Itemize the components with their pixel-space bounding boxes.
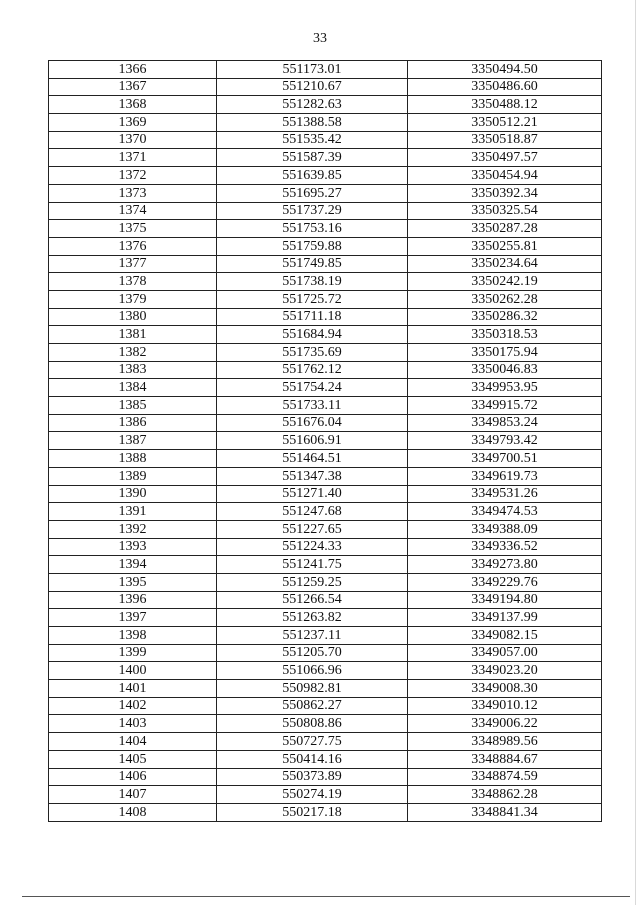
point-number-cell: 1383: [49, 361, 217, 379]
point-number-cell: 1385: [49, 397, 217, 415]
y-coordinate-cell: 3350262.28: [408, 290, 602, 308]
table-row: [49, 78, 602, 96]
x-coordinate-cell: 551735.69: [217, 344, 408, 362]
point-number-cell: 1394: [49, 556, 217, 574]
x-coordinate-cell: 550217.18: [217, 803, 408, 821]
y-coordinate-cell: 3350512.21: [408, 114, 602, 132]
x-coordinate-cell: 551738.19: [217, 273, 408, 291]
point-number-cell: 1402: [49, 697, 217, 715]
x-coordinate-cell: 551711.18: [217, 308, 408, 326]
point-number-cell: 1398: [49, 627, 217, 645]
point-number-cell: 1399: [49, 644, 217, 662]
y-coordinate-cell: 3349273.80: [408, 556, 602, 574]
point-number-cell: 1368: [49, 96, 217, 114]
point-number-cell: 1406: [49, 768, 217, 786]
table-row: [49, 255, 602, 273]
table-row: [49, 414, 602, 432]
point-number-cell: 1387: [49, 432, 217, 450]
y-coordinate-cell: 3349023.20: [408, 662, 602, 680]
table-row: [49, 61, 602, 79]
y-coordinate-cell: 3350494.50: [408, 61, 602, 79]
y-coordinate-cell: 3350392.34: [408, 184, 602, 202]
point-number-cell: 1373: [49, 184, 217, 202]
y-coordinate-cell: 3349953.95: [408, 379, 602, 397]
table-row: [49, 361, 602, 379]
table-row: [49, 432, 602, 450]
y-coordinate-cell: 3350318.53: [408, 326, 602, 344]
x-coordinate-cell: 551759.88: [217, 237, 408, 255]
table-row: [49, 733, 602, 751]
x-coordinate-cell: 551606.91: [217, 432, 408, 450]
y-coordinate-cell: 3349194.80: [408, 591, 602, 609]
y-coordinate-cell: 3350255.81: [408, 237, 602, 255]
table-row: [49, 237, 602, 255]
coordinates-table: [48, 60, 602, 822]
table-row: [49, 715, 602, 733]
point-number-cell: 1370: [49, 131, 217, 149]
y-coordinate-cell: 3349793.42: [408, 432, 602, 450]
point-number-cell: 1393: [49, 538, 217, 556]
table-row: [49, 556, 602, 574]
table-row: [49, 662, 602, 680]
point-number-cell: 1391: [49, 503, 217, 521]
table-row: [49, 326, 602, 344]
x-coordinate-cell: 551237.11: [217, 627, 408, 645]
y-coordinate-cell: 3350488.12: [408, 96, 602, 114]
table-row: [49, 644, 602, 662]
point-number-cell: 1386: [49, 414, 217, 432]
point-number-cell: 1384: [49, 379, 217, 397]
y-coordinate-cell: 3349531.26: [408, 485, 602, 503]
point-number-cell: 1376: [49, 237, 217, 255]
y-coordinate-cell: 3348841.34: [408, 803, 602, 821]
x-coordinate-cell: 551282.63: [217, 96, 408, 114]
y-coordinate-cell: 3350175.94: [408, 344, 602, 362]
x-coordinate-cell: 550727.75: [217, 733, 408, 751]
table-row: [49, 591, 602, 609]
page-edge-line: [635, 0, 636, 905]
table-row: [49, 573, 602, 591]
y-coordinate-cell: 3348989.56: [408, 733, 602, 751]
y-coordinate-cell: 3348884.67: [408, 750, 602, 768]
table-row: [49, 397, 602, 415]
y-coordinate-cell: 3350518.87: [408, 131, 602, 149]
page-number: 33: [313, 31, 327, 46]
point-number-cell: 1389: [49, 467, 217, 485]
point-number-cell: 1382: [49, 344, 217, 362]
x-coordinate-cell: 551227.65: [217, 520, 408, 538]
point-number-cell: 1390: [49, 485, 217, 503]
x-coordinate-cell: 551263.82: [217, 609, 408, 627]
x-coordinate-cell: 551241.75: [217, 556, 408, 574]
y-coordinate-cell: 3350242.19: [408, 273, 602, 291]
x-coordinate-cell: 551762.12: [217, 361, 408, 379]
table-row: [49, 768, 602, 786]
table-row: [49, 131, 602, 149]
y-coordinate-cell: 3349229.76: [408, 573, 602, 591]
x-coordinate-cell: 551259.25: [217, 573, 408, 591]
point-number-cell: 1379: [49, 290, 217, 308]
point-number-cell: 1366: [49, 61, 217, 79]
y-coordinate-cell: 3349700.51: [408, 450, 602, 468]
x-coordinate-cell: 551271.40: [217, 485, 408, 503]
y-coordinate-cell: 3349137.99: [408, 609, 602, 627]
x-coordinate-cell: 551684.94: [217, 326, 408, 344]
x-coordinate-cell: 551210.67: [217, 78, 408, 96]
table-row: [49, 503, 602, 521]
table-row: [49, 290, 602, 308]
x-coordinate-cell: 551733.11: [217, 397, 408, 415]
y-coordinate-cell: 3348862.28: [408, 786, 602, 804]
x-coordinate-cell: 550808.86: [217, 715, 408, 733]
point-number-cell: 1372: [49, 167, 217, 185]
table-row: [49, 308, 602, 326]
x-coordinate-cell: 551535.42: [217, 131, 408, 149]
x-coordinate-cell: 551464.51: [217, 450, 408, 468]
point-number-cell: 1381: [49, 326, 217, 344]
table-row: [49, 750, 602, 768]
point-number-cell: 1369: [49, 114, 217, 132]
x-coordinate-cell: 550373.89: [217, 768, 408, 786]
x-coordinate-cell: 551205.70: [217, 644, 408, 662]
y-coordinate-cell: 3349336.52: [408, 538, 602, 556]
point-number-cell: 1371: [49, 149, 217, 167]
table-row: [49, 697, 602, 715]
table-row: [49, 786, 602, 804]
table-row: [49, 273, 602, 291]
table-row: [49, 114, 602, 132]
point-number-cell: 1395: [49, 573, 217, 591]
point-number-cell: 1375: [49, 220, 217, 238]
table-row: [49, 344, 602, 362]
x-coordinate-cell: 551676.04: [217, 414, 408, 432]
y-coordinate-cell: 3349082.15: [408, 627, 602, 645]
point-number-cell: 1397: [49, 609, 217, 627]
y-coordinate-cell: 3349619.73: [408, 467, 602, 485]
y-coordinate-cell: 3350287.28: [408, 220, 602, 238]
x-coordinate-cell: 551066.96: [217, 662, 408, 680]
x-coordinate-cell: 551695.27: [217, 184, 408, 202]
point-number-cell: 1377: [49, 255, 217, 273]
table-row: [49, 627, 602, 645]
y-coordinate-cell: 3350486.60: [408, 78, 602, 96]
point-number-cell: 1367: [49, 78, 217, 96]
y-coordinate-cell: 3349388.09: [408, 520, 602, 538]
x-coordinate-cell: 551224.33: [217, 538, 408, 556]
x-coordinate-cell: 550862.27: [217, 697, 408, 715]
y-coordinate-cell: 3350497.57: [408, 149, 602, 167]
table-row: [49, 167, 602, 185]
table-row: [49, 485, 602, 503]
table-row: [49, 803, 602, 821]
y-coordinate-cell: 3349008.30: [408, 680, 602, 698]
x-coordinate-cell: 551347.38: [217, 467, 408, 485]
point-number-cell: 1408: [49, 803, 217, 821]
table-row: [49, 379, 602, 397]
point-number-cell: 1403: [49, 715, 217, 733]
table-row: [49, 202, 602, 220]
x-coordinate-cell: 551388.58: [217, 114, 408, 132]
x-coordinate-cell: 550414.16: [217, 750, 408, 768]
x-coordinate-cell: 550982.81: [217, 680, 408, 698]
x-coordinate-cell: 551639.85: [217, 167, 408, 185]
y-coordinate-cell: 3348874.59: [408, 768, 602, 786]
x-coordinate-cell: 551749.85: [217, 255, 408, 273]
x-coordinate-cell: 551173.01: [217, 61, 408, 79]
point-number-cell: 1388: [49, 450, 217, 468]
table-row: [49, 680, 602, 698]
point-number-cell: 1378: [49, 273, 217, 291]
table-row: [49, 467, 602, 485]
table-row: [49, 149, 602, 167]
y-coordinate-cell: 3350286.32: [408, 308, 602, 326]
x-coordinate-cell: 550274.19: [217, 786, 408, 804]
point-number-cell: 1392: [49, 520, 217, 538]
y-coordinate-cell: 3350234.64: [408, 255, 602, 273]
y-coordinate-cell: 3349915.72: [408, 397, 602, 415]
footer-divider: [22, 896, 630, 897]
x-coordinate-cell: 551753.16: [217, 220, 408, 238]
table-row: [49, 184, 602, 202]
point-number-cell: 1374: [49, 202, 217, 220]
y-coordinate-cell: 3350046.83: [408, 361, 602, 379]
table-row: [49, 96, 602, 114]
y-coordinate-cell: 3349006.22: [408, 715, 602, 733]
x-coordinate-cell: 551725.72: [217, 290, 408, 308]
point-number-cell: 1396: [49, 591, 217, 609]
y-coordinate-cell: 3349057.00: [408, 644, 602, 662]
point-number-cell: 1401: [49, 680, 217, 698]
coordinates-table-body: [49, 61, 602, 822]
table-row: [49, 220, 602, 238]
y-coordinate-cell: 3349853.24: [408, 414, 602, 432]
x-coordinate-cell: 551247.68: [217, 503, 408, 521]
y-coordinate-cell: 3350454.94: [408, 167, 602, 185]
table-row: [49, 520, 602, 538]
y-coordinate-cell: 3350325.54: [408, 202, 602, 220]
point-number-cell: 1404: [49, 733, 217, 751]
x-coordinate-cell: 551266.54: [217, 591, 408, 609]
x-coordinate-cell: 551587.39: [217, 149, 408, 167]
table-row: [49, 450, 602, 468]
table-row: [49, 538, 602, 556]
x-coordinate-cell: 551754.24: [217, 379, 408, 397]
point-number-cell: 1407: [49, 786, 217, 804]
point-number-cell: 1380: [49, 308, 217, 326]
table-row: [49, 609, 602, 627]
y-coordinate-cell: 3349474.53: [408, 503, 602, 521]
point-number-cell: 1405: [49, 750, 217, 768]
y-coordinate-cell: 3349010.12: [408, 697, 602, 715]
x-coordinate-cell: 551737.29: [217, 202, 408, 220]
point-number-cell: 1400: [49, 662, 217, 680]
